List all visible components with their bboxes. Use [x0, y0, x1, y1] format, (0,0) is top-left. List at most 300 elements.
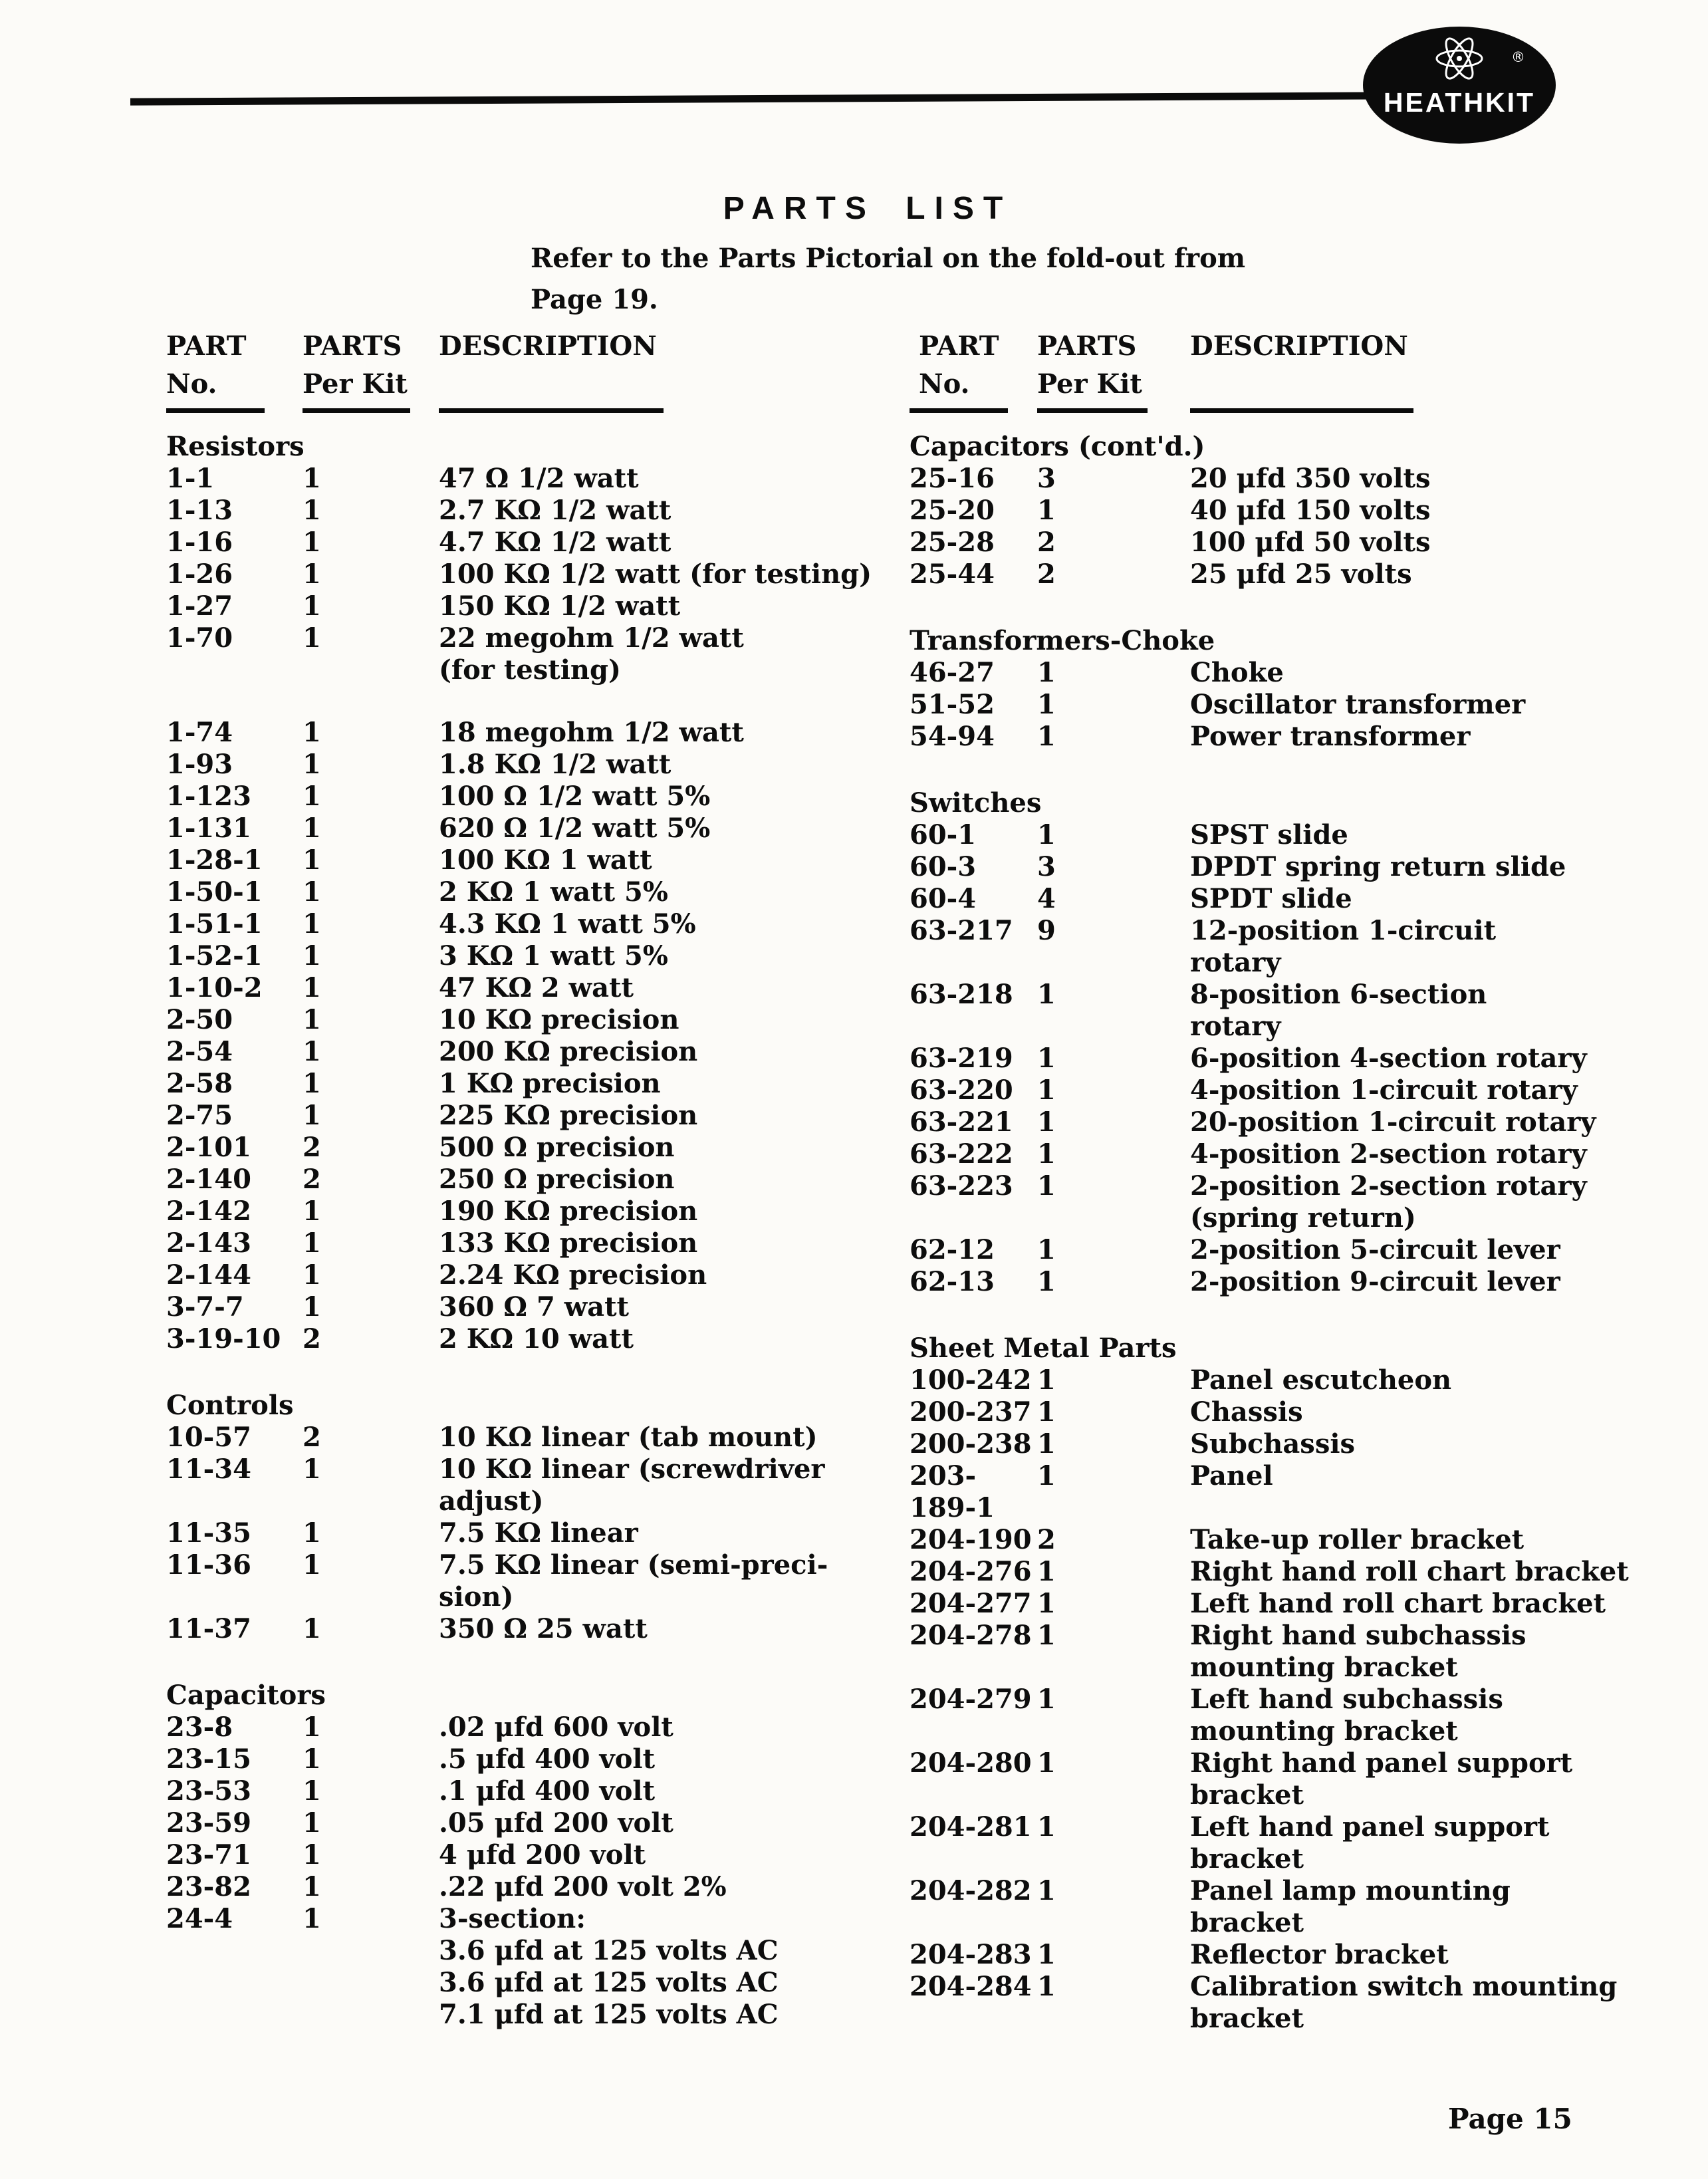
description-line: 100 KΩ 1 watt: [439, 844, 652, 876]
part-no-cell: 1-70: [166, 622, 233, 654]
description-cell: [1190, 1875, 1681, 1939]
description-cell: [1190, 1234, 1681, 1266]
description-cell: [439, 1903, 894, 2031]
part-no-cell: 11-35: [166, 1517, 251, 1549]
description-line: Take-up roller bracket: [1190, 1524, 1525, 1555]
part-no-cell: 1-1: [166, 463, 215, 494]
part-no-cell: 23-71: [166, 1839, 251, 1870]
qty-cell: 1: [1037, 1811, 1056, 1843]
description-line: sion): [439, 1581, 514, 1612]
description-cell: [439, 1132, 894, 1164]
description-cell: [439, 749, 894, 781]
qty-cell: 1: [1037, 1620, 1056, 1651]
qty-cell: 2: [303, 1132, 321, 1163]
qty-cell: 1: [303, 622, 321, 654]
part-no-cell: 24-4: [166, 1903, 233, 1934]
description-cell: [439, 559, 894, 590]
atom-icon: [1427, 28, 1491, 92]
page-title: PARTS LIST: [723, 191, 1013, 226]
table-row: [166, 1454, 894, 1517]
table-row: [166, 1743, 894, 1775]
description-cell: [439, 940, 894, 972]
table-row: [910, 689, 1681, 721]
description-line: 350 Ω 25 watt: [439, 1613, 648, 1644]
part-no-cell: 2-144: [166, 1259, 251, 1291]
part-no-cell: 11-34: [166, 1454, 251, 1485]
description-cell: [439, 1775, 894, 1807]
qty-cell: 2: [1037, 527, 1056, 558]
logo-text: HEATHKIT: [1383, 87, 1536, 118]
header-description: DESCRIPTION: [1190, 330, 1408, 362]
description-cell: [439, 876, 894, 908]
part-no-cell: 63-219: [910, 1043, 1013, 1074]
qty-cell: 1: [1037, 1875, 1056, 1906]
section-heading: Switches: [910, 787, 1042, 819]
table-row: [910, 495, 1681, 527]
description-cell: [1190, 463, 1681, 495]
qty-cell: 1: [1037, 1138, 1056, 1170]
description-cell: [1190, 1364, 1681, 1396]
table-row: [166, 940, 894, 972]
section-heading: Sheet Metal Parts: [910, 1333, 1177, 1364]
table-row: [166, 559, 894, 590]
table-row: [166, 495, 894, 527]
qty-cell: 1: [303, 1549, 321, 1581]
description-cell: [439, 908, 894, 940]
description-line: 250 Ω precision: [439, 1164, 675, 1195]
description-cell: [1190, 1588, 1681, 1620]
qty-cell: 2: [1037, 1524, 1056, 1555]
description-line: 2.24 KΩ precision: [439, 1259, 707, 1291]
description-cell: [439, 781, 894, 813]
description-cell: [1190, 979, 1681, 1043]
qty-cell: 1: [303, 527, 321, 558]
table-row: [910, 1811, 1681, 1875]
header-underline: [439, 408, 664, 413]
table-row: [166, 1004, 894, 1036]
description-line: 12-position 1-circuit: [1190, 915, 1497, 946]
table-header: [166, 327, 894, 414]
description-line: mounting bracket: [1190, 1652, 1458, 1683]
qty-cell: 1: [303, 940, 321, 971]
table-row: [166, 1775, 894, 1807]
qty-cell: 1: [303, 1227, 321, 1259]
part-no-cell: 3-7-7: [166, 1291, 244, 1323]
section-heading: Transformers-Choke: [910, 625, 1215, 656]
table-row: [910, 1460, 1681, 1524]
table-row: [910, 527, 1681, 559]
description-cell: [1190, 1396, 1681, 1428]
table-row: [166, 908, 894, 940]
description-cell: [1190, 819, 1681, 851]
description-line: SPDT slide: [1190, 883, 1352, 914]
table-row: [166, 1164, 894, 1196]
part-no-cell: 2-142: [166, 1196, 251, 1227]
description-cell: [1190, 1428, 1681, 1460]
parts-section: [910, 787, 1681, 1298]
description-line: (spring return): [1190, 1202, 1416, 1233]
description-cell: [1190, 1043, 1681, 1075]
qty-cell: 1: [1037, 1971, 1056, 2002]
description-line: 133 KΩ precision: [439, 1227, 698, 1259]
part-no-cell: 60-1: [910, 819, 977, 850]
part-no-cell: 2-50: [166, 1004, 233, 1035]
part-no-cell: 200-238: [910, 1428, 1032, 1460]
qty-cell: 3: [1037, 463, 1056, 494]
description-line: 190 KΩ precision: [439, 1196, 698, 1227]
part-no-cell: 1-26: [166, 559, 233, 590]
table-row: [910, 721, 1681, 753]
header-underline: [1190, 408, 1413, 413]
description-line: Subchassis: [1190, 1428, 1356, 1460]
table-row: [910, 1939, 1681, 1971]
part-no-cell: 63-223: [910, 1170, 1013, 1202]
part-no-cell: 63-217: [910, 915, 1013, 946]
qty-cell: 1: [303, 876, 321, 908]
description-line: Right hand subchassis: [1190, 1620, 1526, 1651]
table-row: [166, 463, 894, 495]
qty-cell: 1: [303, 1517, 321, 1549]
description-line: 20 μfd 350 volts: [1190, 463, 1431, 494]
table-row: [910, 1043, 1681, 1075]
qty-cell: 1: [1037, 1234, 1056, 1265]
part-no-cell: 204-284: [910, 1971, 1032, 2002]
part-no-cell: 62-12: [910, 1234, 995, 1265]
description-line: 10 KΩ linear (screwdriver: [439, 1454, 825, 1485]
parts-section: [166, 431, 894, 1355]
qty-cell: 3: [1037, 851, 1056, 882]
qty-cell: 1: [303, 781, 321, 812]
part-no-cell: 204-282: [910, 1875, 1032, 1906]
section-heading: Capacitors (cont'd.): [910, 431, 1205, 462]
description-line: Choke: [1190, 657, 1284, 688]
description-cell: [1190, 1747, 1681, 1811]
qty-cell: 1: [1037, 1170, 1056, 1202]
heathkit-logo: [1363, 27, 1556, 144]
description-cell: [439, 1196, 894, 1227]
table-row: [166, 1100, 894, 1132]
qty-cell: 1: [1037, 495, 1056, 526]
description-cell: [1190, 851, 1681, 883]
parts-section: [166, 1680, 894, 2031]
table-row: [910, 1524, 1681, 1556]
description-line: 2 KΩ 10 watt: [439, 1323, 634, 1354]
part-no-cell: 63-220: [910, 1075, 1013, 1106]
description-cell: [1190, 1556, 1681, 1588]
description-cell: [439, 1227, 894, 1259]
description-line: bracket: [1190, 1907, 1304, 1938]
qty-cell: 2: [303, 1422, 321, 1453]
table-row: [166, 972, 894, 1004]
description-line: (for testing): [439, 654, 621, 686]
qty-cell: 4: [1037, 883, 1056, 914]
subtitle-line-1: Refer to the Parts Pictorial on the fold-out from: [531, 243, 1246, 274]
description-line: 1.8 KΩ 1/2 watt: [439, 749, 671, 780]
qty-cell: 2: [1037, 559, 1056, 590]
description-line: 500 Ω precision: [439, 1132, 675, 1163]
qty-cell: 1: [303, 972, 321, 1003]
table-row: [166, 1871, 894, 1903]
part-no-cell: 60-4: [910, 883, 977, 914]
table-row: [910, 819, 1681, 851]
part-no-cell: 23-82: [166, 1871, 251, 1902]
table-row: [910, 851, 1681, 883]
table-row: [166, 1517, 894, 1549]
table-row: [910, 1106, 1681, 1138]
qty-cell: 1: [303, 463, 321, 494]
description-line: .22 μfd 200 volt 2%: [439, 1871, 727, 1902]
part-no-cell: 1-74: [166, 717, 233, 748]
parts-section: [166, 1390, 894, 1645]
table-row: [910, 1747, 1681, 1811]
table-row: [166, 1549, 894, 1613]
description-cell: [1190, 1524, 1681, 1556]
part-no-cell: 62-13: [910, 1266, 995, 1297]
description-cell: [439, 1517, 894, 1549]
table-row: [166, 1712, 894, 1743]
qty-cell: 9: [1037, 915, 1056, 946]
description-cell: [1190, 1684, 1681, 1747]
part-no-cell: 63-218: [910, 979, 1013, 1010]
description-cell: [1190, 1075, 1681, 1106]
table-row: [910, 915, 1681, 979]
header-parts: PARTS: [303, 330, 402, 362]
qty-cell: 1: [303, 1871, 321, 1902]
description-cell: [1190, 1106, 1681, 1138]
description-line: 4.3 KΩ 1 watt 5%: [439, 908, 696, 940]
table-row: [166, 1259, 894, 1291]
header-part: PART: [919, 330, 999, 362]
description-line: 1 KΩ precision: [439, 1068, 661, 1099]
description-cell: [439, 717, 894, 749]
qty-cell: 1: [303, 1903, 321, 1934]
table-row: [910, 1971, 1681, 2035]
description-line: 3 KΩ 1 watt 5%: [439, 940, 668, 971]
qty-cell: 1: [303, 844, 321, 876]
description-line: 150 KΩ 1/2 watt: [439, 590, 681, 622]
qty-cell: 1: [303, 1613, 321, 1644]
qty-cell: 1: [1037, 1043, 1056, 1074]
description-cell: [439, 1743, 894, 1775]
description-cell: [1190, 883, 1681, 915]
description-cell: [1190, 527, 1681, 559]
description-cell: [439, 1454, 894, 1517]
table-row: [166, 590, 894, 622]
part-no-cell: 2-101: [166, 1132, 251, 1163]
table-row: [910, 883, 1681, 915]
description-line: 100 KΩ 1/2 watt (for testing): [439, 559, 872, 590]
description-line: 20-position 1-circuit rotary: [1190, 1106, 1596, 1138]
description-line: Power transformer: [1190, 721, 1471, 752]
table-row: [166, 844, 894, 876]
header-underline: [166, 408, 265, 413]
table-row: [166, 1227, 894, 1259]
part-no-cell: 54-94: [910, 721, 995, 752]
description-line: 8-position 6-section: [1190, 979, 1487, 1010]
part-no-cell: 23-15: [166, 1743, 251, 1775]
table-row: [166, 1323, 894, 1355]
qty-cell: 1: [303, 1454, 321, 1485]
description-cell: [1190, 915, 1681, 979]
qty-cell: 1: [1037, 1684, 1056, 1715]
description-cell: [439, 1839, 894, 1871]
description-cell: [439, 1259, 894, 1291]
description-line: bracket: [1190, 1779, 1304, 1811]
description-cell: [1190, 1266, 1681, 1298]
header-underline: [1037, 408, 1148, 413]
qty-cell: 1: [303, 749, 321, 780]
qty-cell: 1: [1037, 1460, 1056, 1491]
table-row: [166, 622, 894, 686]
description-cell: [439, 495, 894, 527]
table-row: [910, 1075, 1681, 1106]
part-no-cell: 25-20: [910, 495, 995, 526]
part-no-cell: 1-51-1: [166, 908, 263, 940]
description-cell: [439, 1613, 894, 1645]
parts-section: [910, 431, 1681, 590]
description-line: 40 μfd 150 volts: [1190, 495, 1431, 526]
description-line: .05 μfd 200 volt: [439, 1807, 673, 1839]
qty-cell: 1: [1037, 1588, 1056, 1619]
description-line: adjust): [439, 1485, 544, 1517]
description-line: Panel: [1190, 1460, 1273, 1491]
qty-cell: 2: [303, 1164, 321, 1195]
description-cell: [439, 813, 894, 844]
description-cell: [439, 1807, 894, 1839]
description-line: 10 KΩ precision: [439, 1004, 679, 1035]
part-no-cell: 63-221: [910, 1106, 1013, 1138]
qty-cell: 1: [1037, 1939, 1056, 1970]
description-cell: [439, 590, 894, 622]
description-line: 2-position 9-circuit lever: [1190, 1266, 1560, 1297]
part-no-cell: 11-36: [166, 1549, 251, 1581]
part-no-cell: 204-277: [910, 1588, 1032, 1619]
qty-cell: 1: [303, 1068, 321, 1099]
description-cell: [1190, 1971, 1681, 2035]
table-row: [166, 1903, 894, 2031]
table-row: [166, 876, 894, 908]
table-row: [910, 1428, 1681, 1460]
part-no-cell: 23-59: [166, 1807, 251, 1839]
description-cell: [439, 1036, 894, 1068]
description-line: .02 μfd 600 volt: [439, 1712, 673, 1743]
part-no-cell: 1-131: [166, 813, 251, 844]
table-row: [166, 717, 894, 749]
description-line: DPDT spring return slide: [1190, 851, 1566, 882]
table-row: [910, 1620, 1681, 1684]
part-no-cell: 1-123: [166, 781, 251, 812]
description-line: 22 megohm 1/2 watt: [439, 622, 744, 654]
description-line: 2-position 2-section rotary: [1190, 1170, 1587, 1202]
table-row: [910, 979, 1681, 1043]
description-cell: [439, 527, 894, 559]
description-cell: [1190, 1811, 1681, 1875]
qty-cell: 1: [1037, 1396, 1056, 1428]
part-no-cell: 204-276: [910, 1556, 1032, 1587]
description-cell: [439, 1291, 894, 1323]
part-no-cell: 23-8: [166, 1712, 233, 1743]
table-row: [166, 1291, 894, 1323]
description-cell: [439, 844, 894, 876]
qty-cell: 1: [303, 1291, 321, 1323]
parts-section: [910, 1333, 1681, 2035]
table-row: [910, 1556, 1681, 1588]
description-line: 3.6 μfd at 125 volts AC: [439, 1935, 779, 1966]
part-no-cell: 2-140: [166, 1164, 251, 1195]
qty-cell: 1: [1037, 1075, 1056, 1106]
qty-cell: 1: [303, 813, 321, 844]
qty-cell: 1: [303, 1004, 321, 1035]
description-line: 7.5 KΩ linear (semi-preci-: [439, 1549, 828, 1581]
table-row: [910, 1170, 1681, 1234]
header-part: PART: [166, 330, 247, 362]
part-no-cell: 23-53: [166, 1775, 251, 1807]
part-no-cell: 10-57: [166, 1422, 251, 1453]
description-line: 2.7 KΩ 1/2 watt: [439, 495, 671, 526]
description-cell: [1190, 721, 1681, 753]
qty-cell: 1: [303, 1743, 321, 1775]
description-line: 4.7 KΩ 1/2 watt: [439, 527, 671, 558]
description-line: SPST slide: [1190, 819, 1348, 850]
part-no-cell: 204-279: [910, 1684, 1032, 1715]
part-no-cell: 2-54: [166, 1036, 233, 1067]
description-line: 10 KΩ linear (tab mount): [439, 1422, 818, 1453]
description-cell: [439, 463, 894, 495]
table-row: [166, 1613, 894, 1645]
description-line: Right hand panel support: [1190, 1747, 1573, 1779]
description-cell: [439, 1164, 894, 1196]
header-per-kit: Per Kit: [1037, 368, 1142, 400]
description-line: 6-position 4-section rotary: [1190, 1043, 1587, 1074]
section-heading: Capacitors: [166, 1680, 326, 1711]
part-no-cell: 1-52-1: [166, 940, 263, 971]
table-row: [166, 1196, 894, 1227]
part-no-cell: 25-44: [910, 559, 995, 590]
part-no-cell: 1-28-1: [166, 844, 263, 876]
table-row: [910, 657, 1681, 689]
description-cell: [439, 1004, 894, 1036]
table-row: [166, 1422, 894, 1454]
qty-cell: 1: [1037, 1364, 1056, 1396]
registered-mark: ®: [1511, 49, 1525, 65]
part-no-cell: 1-27: [166, 590, 233, 622]
description-cell: [1190, 1460, 1681, 1524]
description-cell: [1190, 1620, 1681, 1684]
part-no-cell: 2-75: [166, 1100, 233, 1131]
qty-cell: 1: [1037, 689, 1056, 720]
description-line: Oscillator transformer: [1190, 689, 1526, 720]
part-no-cell: 203-189-1: [910, 1460, 995, 1523]
description-line: Chassis: [1190, 1396, 1303, 1428]
description-line: 47 Ω 1/2 watt: [439, 463, 639, 494]
part-no-cell: 204-281: [910, 1811, 1032, 1843]
description-line: 25 μfd 25 volts: [1190, 559, 1412, 590]
header-no: No.: [919, 368, 970, 400]
table-row: [166, 527, 894, 559]
description-line: 3.6 μfd at 125 volts AC: [439, 1967, 779, 1998]
part-no-cell: 2-58: [166, 1068, 233, 1099]
section-heading: Resistors: [166, 431, 305, 462]
description-line: Left hand subchassis: [1190, 1684, 1503, 1715]
description-cell: [1190, 1939, 1681, 1971]
description-line: Panel escutcheon: [1190, 1364, 1452, 1396]
part-no-cell: 51-52: [910, 689, 995, 720]
description-cell: [1190, 657, 1681, 689]
description-line: Right hand roll chart bracket: [1190, 1556, 1629, 1587]
table-row: [910, 463, 1681, 495]
part-no-cell: 3-19-10: [166, 1323, 281, 1354]
qty-cell: 1: [1037, 657, 1056, 688]
